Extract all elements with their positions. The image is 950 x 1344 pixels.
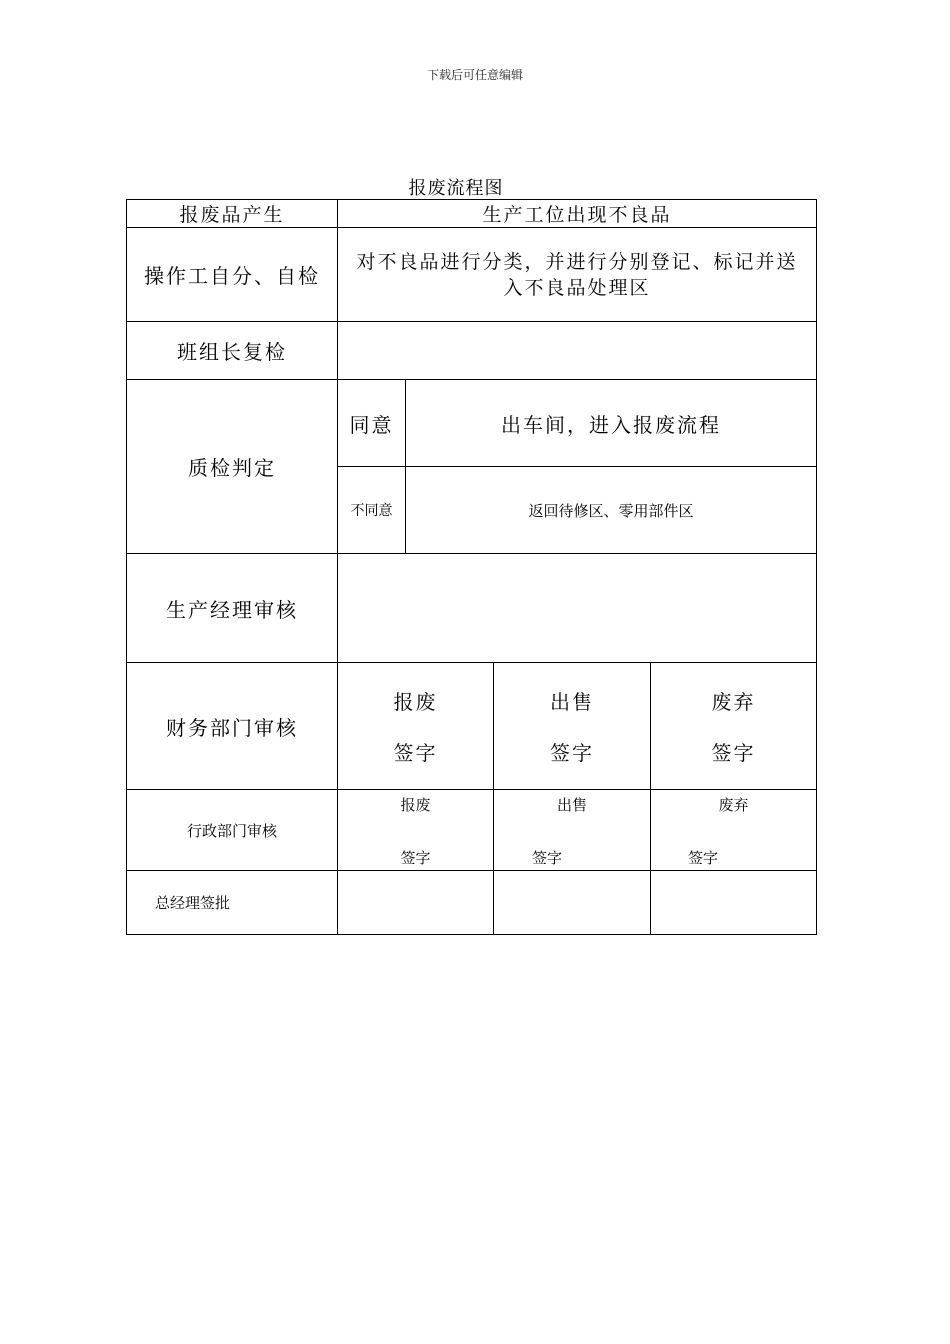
admin-option-scrap [338, 790, 494, 871]
qc-disagree-content: 返回待修区、零用部件区 [406, 467, 817, 554]
row-self-check [127, 228, 817, 322]
header-note: 下载后可任意编辑 [426, 68, 523, 82]
admin-label: 行政部门审核 [127, 790, 338, 871]
qc-agree-content: 出车间，进入报废流程 [406, 380, 817, 467]
row-production-manager [127, 554, 817, 663]
qc-judgement-label: 质检判定 [127, 380, 338, 554]
finance-option-sign: 签字 [550, 741, 594, 765]
scrap-origin-content: 生产工位出现不良品 [338, 200, 817, 228]
finance-option-sign: 签字 [711, 741, 756, 765]
finance-option-sign: 签字 [393, 741, 438, 765]
admin-option-name: 报废 [400, 796, 431, 814]
admin-option-name: 出售 [556, 796, 587, 814]
finance-label: 财务部门审核 [127, 663, 338, 790]
admin-option-name: 废弃 [718, 796, 749, 814]
production-manager-content [338, 554, 817, 663]
row-scrap-origin [127, 200, 817, 228]
finance-option-discard [651, 663, 817, 790]
admin-option-sign: 签字 [532, 849, 563, 867]
gm-sign-cell-2 [494, 871, 651, 935]
gm-sign-cell-3 [651, 871, 817, 935]
self-check-content: 对不良品进行分类，并进行分别登记、标记并送入不良品处理区 [338, 228, 817, 322]
finance-option-name: 报废 [393, 690, 438, 714]
finance-option-sell [494, 663, 651, 790]
leader-recheck-content [338, 322, 817, 380]
scrap-flow-table [126, 199, 817, 935]
admin-option-sign: 签字 [688, 849, 719, 867]
finance-option-scrap [338, 663, 494, 790]
admin-option-sell [494, 790, 651, 871]
leader-recheck-label: 班组长复检 [127, 322, 338, 380]
finance-option-name: 废弃 [711, 690, 756, 714]
self-check-label: 操作工自分、自检 [127, 228, 338, 322]
scrap-origin-label: 报废品产生 [127, 200, 338, 228]
row-admin [127, 790, 817, 871]
gm-sign-cell-1 [338, 871, 494, 935]
qc-agree-label: 同意 [338, 380, 406, 467]
row-finance [127, 663, 817, 790]
admin-option-sign: 签字 [400, 849, 431, 867]
row-leader-recheck [127, 322, 817, 380]
page-title: 报废流程图 [408, 178, 504, 199]
gm-label: 总经理签批 [127, 871, 338, 935]
production-manager-label: 生产经理审核 [127, 554, 338, 663]
qc-disagree-label: 不同意 [338, 467, 406, 554]
admin-option-discard [651, 790, 817, 871]
finance-option-name: 出售 [550, 690, 594, 714]
row-gm [127, 871, 817, 935]
row-qc-agree [127, 380, 817, 467]
